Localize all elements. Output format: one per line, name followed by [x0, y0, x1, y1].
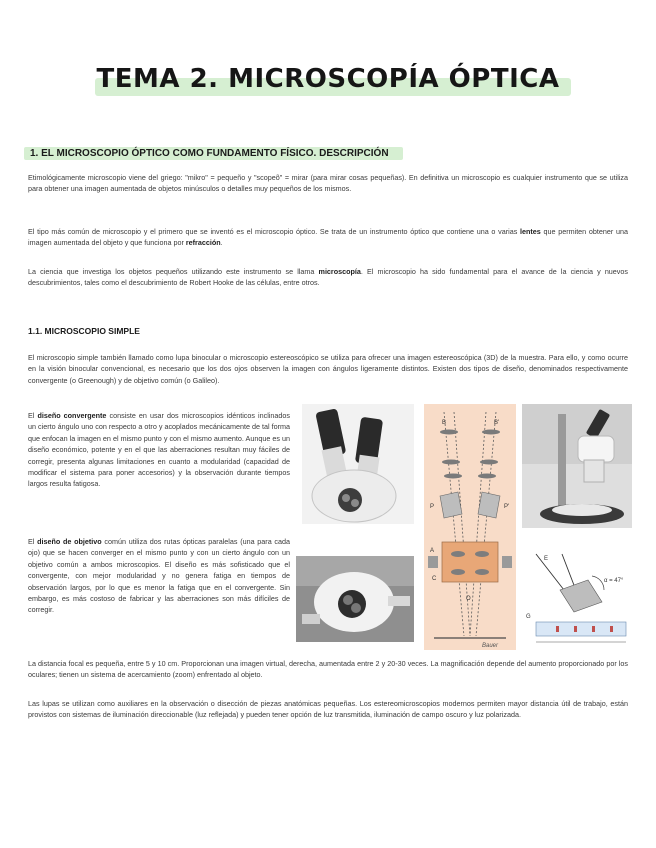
p2-text: El tipo más común de microscopio y el primero que se inventó es el microscopio óptico. Se trata de un instrumento óptico que contiene una o varias	[28, 227, 521, 236]
p2-bold-lentes: lentes	[520, 227, 541, 236]
stage-letter-g: G	[526, 614, 531, 620]
section-1-1-heading: 1.1. MICROSCOPIO SIMPLE	[28, 326, 140, 336]
angle-label: α = 47°	[604, 578, 624, 584]
section-1-paragraph-3	[28, 266, 628, 289]
p3-text-end: . El microscopio ha sido fundamental para el avance de la ciencia y nuevos descubrimientos, tales como el descubrimiento de Robert Hooke de las células, entre otros.	[28, 267, 628, 288]
section-1-paragraph-2	[28, 226, 628, 249]
section-1-1-paragraph-4: La distancia focal es pequeña, entre 5 y 10 cm. Proporcionan una imagen virtual, derecha, aumentada entre 2 y 20-30 veces. La magnificación depende del aumento proporcionado por los oculares; tienen un sistema de acercamiento (zoom) enfrentado al objeto.	[28, 659, 628, 680]
p2-text-mid: que permiten obtener una imagen aumentada del objeto y que funciona por	[28, 227, 628, 248]
p3-bold-microscopia: microscopía	[318, 267, 361, 276]
diagram-label-c: C	[432, 576, 437, 582]
diagram-label-a: A	[430, 548, 435, 554]
bold-diseno-objetivo: diseño de objetivo	[37, 537, 102, 546]
p2-text-end: .	[220, 238, 223, 248]
stereo-microscope-photo	[522, 404, 632, 528]
section-1-paragraph-1: Etimológicamente microscopio viene del griego: "mikro" = pequeño y "scopeõ" = mirar (para mirar cosas pequeñas). En definitiva un microscopio es cualquier instrumento que se utiliza para obtener una imagen aumentada de objetos minúsculos o detalles muy pequeños de los mismos.	[28, 173, 628, 194]
p2-bold-refraccion: refracción	[185, 238, 221, 248]
section-1-1-paragraph-5: Las lupas se utilizan como auxiliares en la observación o disección de piezas anatómicas pequeñas. Los estereomicroscopios modernos permiten mayor distancia útil de trabajo, están provistos con sistemas de iluminación direccionable (luz reflejada) y pueden tener opción de luz transmitida, iluminación de campo oscuro y luz polarizada.	[28, 699, 628, 720]
p3-text: La ciencia que investiga los objetos pequeños utilizando este instrumento se llama	[28, 267, 319, 276]
diagram-label-p-prime: P'	[504, 504, 510, 510]
angle-letter-e: E	[544, 556, 549, 562]
section-1-1-paragraph-2	[28, 410, 290, 490]
common-objective-microscope-photo	[296, 556, 414, 642]
diagram-label-b: B	[442, 420, 447, 426]
section-1-1-paragraph-3	[28, 536, 290, 616]
diagram-signature: Bauer	[482, 643, 499, 649]
section-1-1-paragraph-1: El microscopio simple también llamado como lupa binocular o microscopio estereoscópico se utiliza para ofrecer una imagen estereoscópica (3D) de la muestra. Para ello, y como ocurre en la visión binocular convencional, es necesario que los dos ojos observen la imagen con ángulos ligeramente distintos. Existen dos tipos de diseño, denominados respectivamente convergente (o Greenough) y de objetivo común (o Galileo).	[28, 353, 628, 385]
bold-diseno-convergente: diseño convergente	[37, 411, 107, 420]
section-1-heading: 1. EL MICROSCOPIO ÓPTICO COMO FUNDAMENTO FÍSICO. DESCRIPCIÓN	[28, 146, 397, 161]
p-text: El	[28, 411, 38, 420]
p-text-rest: consiste en usar dos microscopios idénticos inclinados un cierto ángulo uno con respecto a otro y acoplados mecánicamente de tal forma que enfocan la imagen en el mismo punto y con el mismo aumento. Aunque es un diseño económico, potente y en el que las aberraciones resultan muy fáciles de corregir, presenta algunas limitaciones en cuanto a modularidad (capacidad de modificar el sistema para poner accesorios) y la observación durante tiempos largos resulta fatigosa.	[28, 411, 291, 489]
binocular-head-photo	[302, 404, 414, 524]
diagram-label-p: P	[430, 504, 435, 510]
optical-path-diagram	[424, 404, 516, 650]
title-container	[0, 60, 656, 96]
p-text: El	[28, 537, 38, 546]
page-title: TEMA 2. MICROSCOPÍA ÓPTICA	[85, 60, 572, 96]
diagram-label-b-prime: B'	[494, 420, 500, 426]
p-text-rest: común utiliza dos rutas ópticas paralelas (una para cada ojo) que se hacen converger en el mismo punto y con un cierto ángulo con un objetivo común a ambos microscopios. El diseño es más sofisticado que el convergente, con mejor modularidad y no genera fatiga en tiempos de observación largos, por lo que es menor la fatiga que en el convergente. Sin embargo, es más costoso de fabricar y las aberraciones son más difíciles de corregir.	[28, 537, 291, 615]
convergence-angle-diagram	[522, 546, 634, 658]
diagram-label-o: O	[466, 596, 471, 602]
